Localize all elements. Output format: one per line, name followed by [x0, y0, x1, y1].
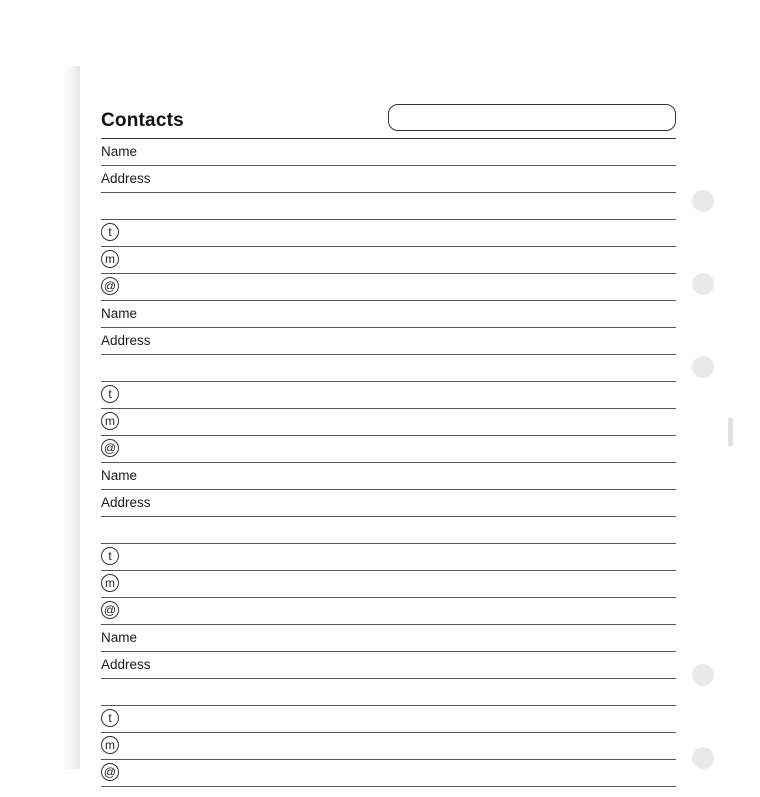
address-continuation-row[interactable]	[101, 679, 676, 706]
address-continuation-row[interactable]	[101, 193, 676, 220]
address-row[interactable]	[101, 328, 676, 355]
page-title: Contacts	[101, 110, 184, 131]
address-row[interactable]	[101, 490, 676, 517]
punch-hole	[692, 747, 714, 769]
address-row[interactable]	[101, 652, 676, 679]
name-row[interactable]	[101, 625, 676, 652]
email-icon: @	[101, 601, 119, 619]
name-row[interactable]	[101, 301, 676, 328]
punch-hole	[692, 664, 714, 686]
mobile-row[interactable]	[101, 409, 676, 436]
punch-hole	[692, 273, 714, 295]
mobile-row[interactable]	[101, 247, 676, 274]
address-label: Address	[101, 495, 151, 510]
phone-icon: t	[101, 709, 119, 727]
phone-icon: t	[101, 385, 119, 403]
email-row[interactable]	[101, 598, 676, 625]
name-label: Name	[101, 468, 138, 483]
email-icon: @	[101, 439, 119, 457]
contact-entries	[101, 139, 676, 787]
email-icon: @	[101, 763, 119, 781]
mobile-icon: m	[101, 736, 119, 754]
name-label: Name	[101, 144, 138, 159]
mobile-row[interactable]	[101, 733, 676, 760]
address-label: Address	[101, 657, 151, 672]
name-label: Name	[101, 630, 138, 645]
email-icon: @	[101, 277, 119, 295]
name-label: Name	[101, 306, 138, 321]
contacts-page	[80, 66, 730, 779]
phone-icon: t	[101, 547, 119, 565]
mobile-icon: m	[101, 574, 119, 592]
phone-row[interactable]	[101, 382, 676, 409]
punch-hole	[692, 190, 714, 212]
name-row[interactable]	[101, 139, 676, 166]
mobile-row[interactable]	[101, 571, 676, 598]
mobile-icon: m	[101, 412, 119, 430]
address-continuation-row[interactable]	[101, 355, 676, 382]
address-label: Address	[101, 333, 151, 348]
phone-row[interactable]	[101, 220, 676, 247]
name-row[interactable]	[101, 463, 676, 490]
email-row[interactable]	[101, 274, 676, 301]
page-edge-tab	[728, 418, 733, 446]
mobile-icon: m	[101, 250, 119, 268]
address-continuation-row[interactable]	[101, 517, 676, 544]
phone-icon: t	[101, 223, 119, 241]
address-row[interactable]	[101, 166, 676, 193]
phone-row[interactable]	[101, 706, 676, 733]
email-row[interactable]	[101, 760, 676, 787]
address-label: Address	[101, 171, 151, 186]
email-row[interactable]	[101, 436, 676, 463]
title-entry-field[interactable]	[388, 104, 676, 131]
punch-hole	[692, 356, 714, 378]
phone-row[interactable]	[101, 544, 676, 571]
page-shadow	[62, 66, 80, 769]
